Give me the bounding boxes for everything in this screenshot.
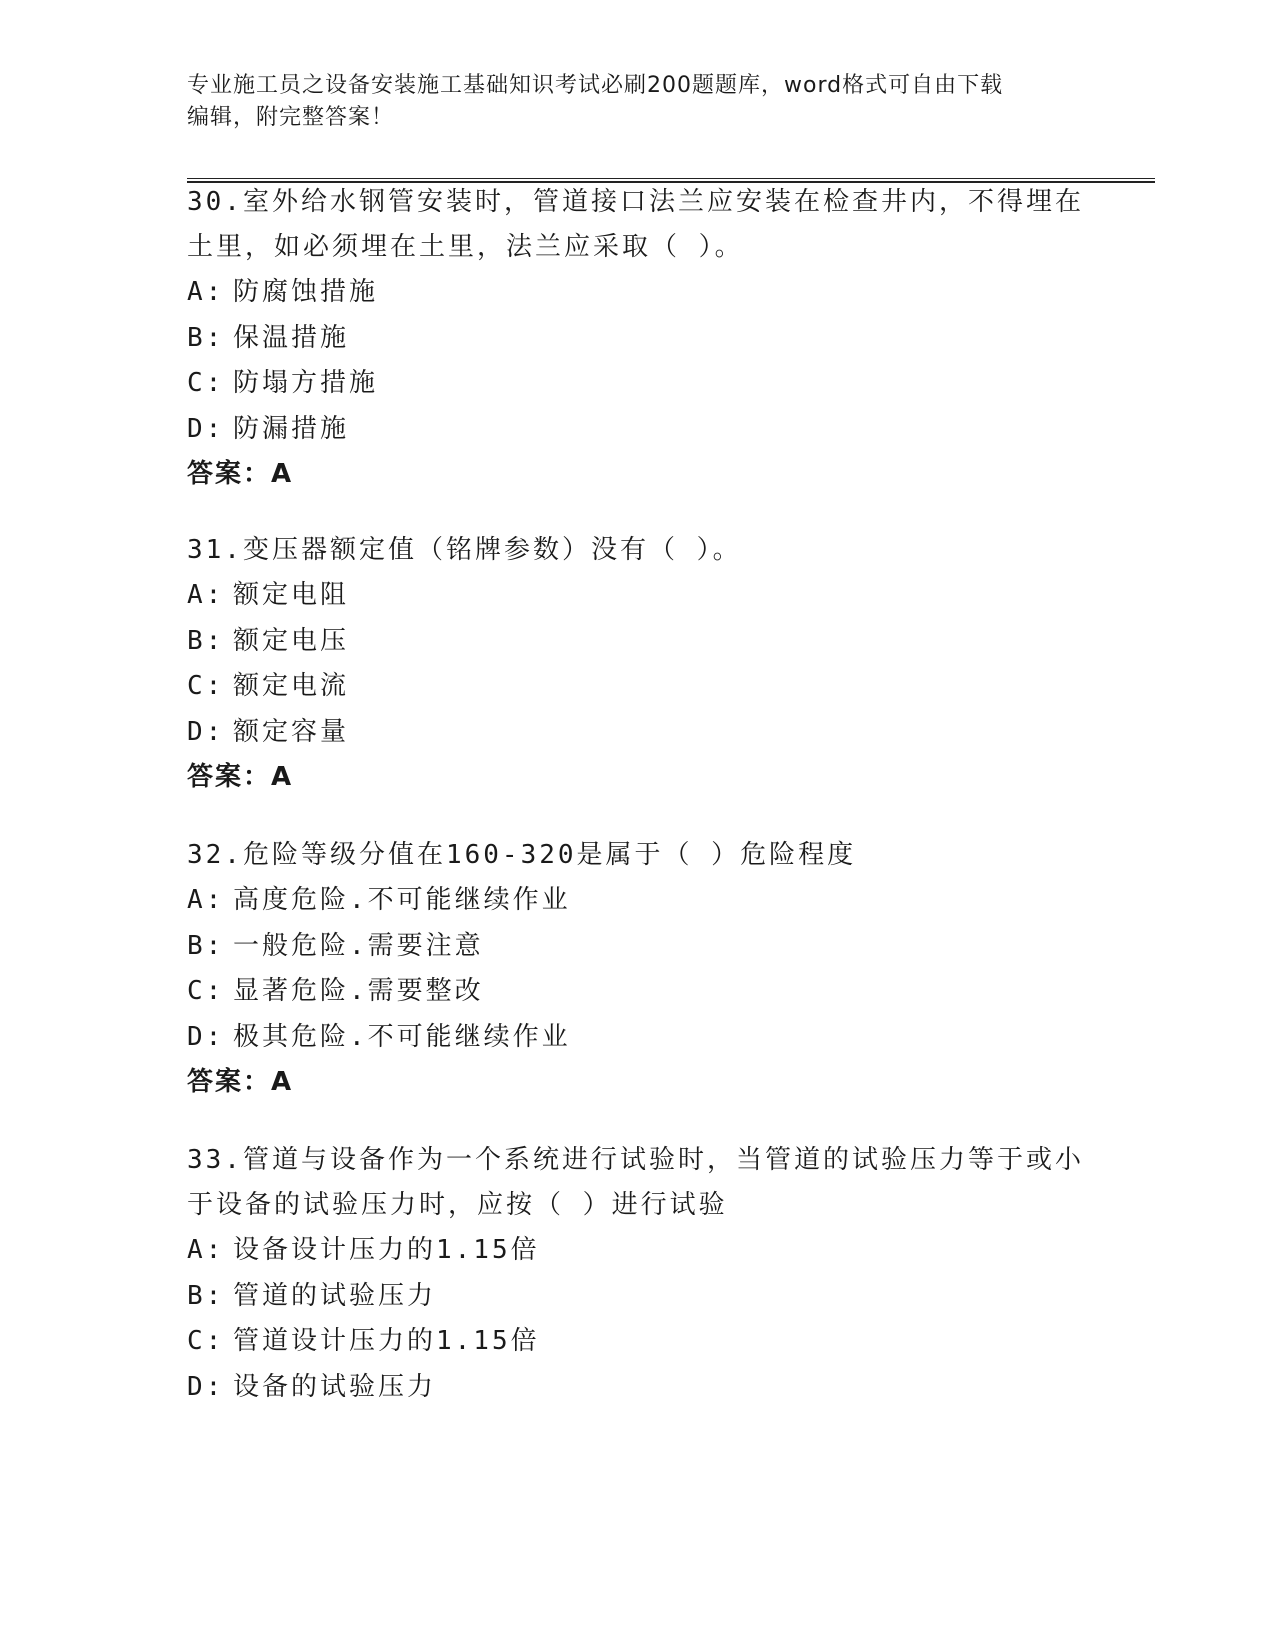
option-letter: C: [187,671,225,701]
option-text: 额定电流 [233,671,350,701]
option-b [187,924,1087,970]
option-d [187,1365,1087,1411]
option-letter: C: [187,1326,225,1356]
option-text: 极其危险.不可能继续作业 [233,1021,571,1052]
option-text: 额定容量 [233,716,350,747]
question-32 [187,833,1087,1105]
option-text: 额定电阻 [233,580,350,610]
option-a [187,270,1087,316]
option-text: 防塌方措施 [233,368,379,398]
answer: 答案：A [187,1067,294,1097]
question-text [187,833,1087,878]
option-c [187,664,1087,710]
option-a [187,878,1087,924]
option-letter: A: [187,580,225,610]
option-text: 一般危险.需要注意 [233,930,484,961]
option-c [187,361,1087,407]
question-line: 33.管道与设备作为一个系统进行试验时，当管道的试验压力等于或小 [187,1145,1084,1175]
option-letter: A: [187,277,225,307]
option-d [187,710,1087,756]
option-text: 额定电压 [233,625,350,656]
option-c [187,1319,1087,1365]
option-d [187,1015,1087,1061]
option-letter: C: [187,976,225,1006]
option-text: 管道设计压力的1.15倍 [233,1326,540,1356]
option-text: 设备设计压力的1.15倍 [233,1235,540,1265]
option-letter: B: [187,625,225,656]
question-33 [187,1138,1087,1410]
option-b [187,316,1087,362]
question-line: 32.危险等级分值在160-320是属于（ ）危险程度 [187,840,857,870]
option-text: 保温措施 [233,322,350,353]
question-text [187,180,1087,270]
question-line: 31.变压器额定值（铭牌参数）没有（ ）。 [187,535,742,565]
option-letter: B: [187,930,225,961]
option-text: 高度危险.不可能继续作业 [233,885,571,915]
question-text [187,1138,1087,1228]
option-letter: D: [187,1371,225,1402]
question-30 [187,180,1087,497]
option-text: 显著危险.需要整改 [233,976,484,1006]
question-line: 于设备的试验压力时，应按（ ）进行试验 [187,1190,728,1220]
question-line: 30.室外给水钢管安装时，管道接口法兰应安装在检查井内，不得埋在 [187,187,1084,217]
header-line-2: 编辑，附完整答案！ [187,105,395,130]
option-text: 防腐蚀措施 [233,277,379,307]
option-b [187,619,1087,665]
answer: 答案：A [187,762,294,792]
question-31 [187,528,1087,800]
option-letter: D: [187,413,225,444]
option-b [187,1274,1087,1320]
option-letter: A: [187,885,225,915]
option-text: 设备的试验压力 [233,1371,437,1402]
option-text: 管道的试验压力 [233,1280,437,1311]
option-letter: B: [187,322,225,353]
option-a [187,573,1087,619]
option-letter: D: [187,716,225,747]
question-line: 土里，如必须埋在土里，法兰应采取（ ）。 [187,232,744,262]
option-letter: A: [187,1235,225,1265]
question-text [187,528,1087,573]
option-letter: C: [187,368,225,398]
option-letter: D: [187,1021,225,1052]
option-text: 防漏措施 [233,413,350,444]
option-letter: B: [187,1280,225,1311]
document-header [187,70,1067,134]
header-line-1: 专业施工员之设备安装施工基础知识考试必刷200题题库，word格式可自由下载 [187,73,1004,98]
option-c [187,969,1087,1015]
option-d [187,407,1087,453]
option-a [187,1228,1087,1274]
answer: 答案：A [187,459,294,489]
